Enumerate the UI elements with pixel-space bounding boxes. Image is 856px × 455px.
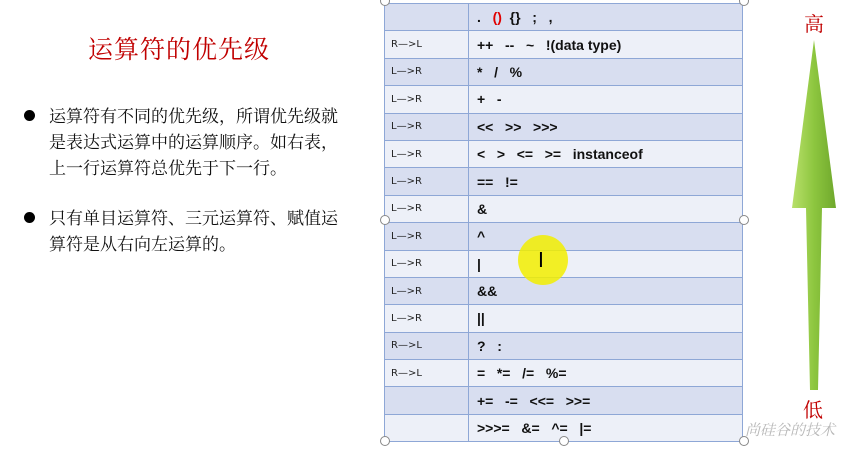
assoc-cell: L—>R — [385, 305, 469, 332]
ops-cell: ^ — [469, 223, 743, 250]
table-row — [385, 140, 743, 167]
ops-cell: = *= /= %= — [469, 360, 743, 387]
priority-arrow-icon — [786, 30, 842, 395]
assoc-cell: L—>R — [385, 277, 469, 304]
assoc-cell — [385, 4, 469, 31]
bullet-text: 只有单目运算符、三元运算符、赋值运算符是从右向左运算的。 — [49, 209, 338, 255]
table-row — [385, 4, 743, 31]
table-row — [385, 195, 743, 222]
table-row — [385, 332, 743, 359]
assoc-cell: L—>R — [385, 113, 469, 140]
table-row — [385, 360, 743, 387]
resize-handle-middle-right[interactable] — [739, 215, 749, 225]
bullet-list — [24, 104, 369, 282]
ops-text: {} ; , — [501, 9, 553, 26]
table-row — [385, 31, 743, 58]
table-row — [385, 86, 743, 113]
bullet-item — [24, 104, 369, 182]
ops-text: . — [477, 9, 493, 26]
ops-cell: << >> >>> — [469, 113, 743, 140]
ops-cell[interactable]: & — [469, 195, 743, 222]
watermark: 尚硅谷的技术 — [745, 421, 836, 439]
assoc-cell: L—>R — [385, 168, 469, 195]
precedence-table[interactable] — [384, 3, 743, 442]
bullet-dot-icon — [24, 110, 35, 121]
assoc-cell: L—>R — [385, 140, 469, 167]
ops-cell: && — [469, 277, 743, 304]
ops-text-highlight: () — [492, 9, 502, 26]
table-row — [385, 305, 743, 332]
assoc-cell — [385, 414, 469, 441]
assoc-cell: L—>R — [385, 86, 469, 113]
assoc-cell: L—>R — [385, 250, 469, 277]
table-row — [385, 277, 743, 304]
table-row — [385, 58, 743, 85]
resize-handle-bottom-middle[interactable] — [559, 436, 569, 446]
assoc-cell — [385, 387, 469, 414]
ops-cell: ++ -- ~ !(data type) — [469, 31, 743, 58]
assoc-cell: R—>L — [385, 360, 469, 387]
assoc-cell: L—>R — [385, 58, 469, 85]
resize-handle-top-right[interactable] — [739, 0, 749, 6]
ops-cell: | — [469, 250, 743, 277]
ops-cell — [469, 4, 743, 31]
ops-cell: < > <= >= instanceof — [469, 140, 743, 167]
assoc-cell: L—>R — [385, 223, 469, 250]
bullet-text: 运算符有不同的优先级，所谓优先级就是表达式运算中的运算顺序。如右表，上一行运算符总优先于下一行。 — [49, 107, 338, 179]
ops-cell: >>>= &= ^= |= — [469, 414, 743, 441]
bullet-dot-icon — [24, 212, 35, 223]
ops-cell: + - — [469, 86, 743, 113]
low-priority-label: 低 — [803, 398, 823, 422]
assoc-cell: R—>L — [385, 332, 469, 359]
resize-handle-bottom-left[interactable] — [380, 436, 390, 446]
text-cursor-icon: I — [538, 248, 544, 272]
bullet-item — [24, 206, 369, 258]
assoc-cell: L—>R — [385, 195, 469, 222]
resize-handle-middle-left[interactable] — [380, 215, 390, 225]
table-row — [385, 387, 743, 414]
ops-cell: * / % — [469, 58, 743, 85]
ops-cell: += -= <<= >>= — [469, 387, 743, 414]
ops-cell: ? : — [469, 332, 743, 359]
ops-cell: == != — [469, 168, 743, 195]
high-priority-label: 高 — [804, 12, 824, 36]
table-row — [385, 168, 743, 195]
assoc-cell: R—>L — [385, 31, 469, 58]
ops-cell: || — [469, 305, 743, 332]
table-row — [385, 113, 743, 140]
slide-title: 运算符的优先级 — [88, 35, 271, 64]
